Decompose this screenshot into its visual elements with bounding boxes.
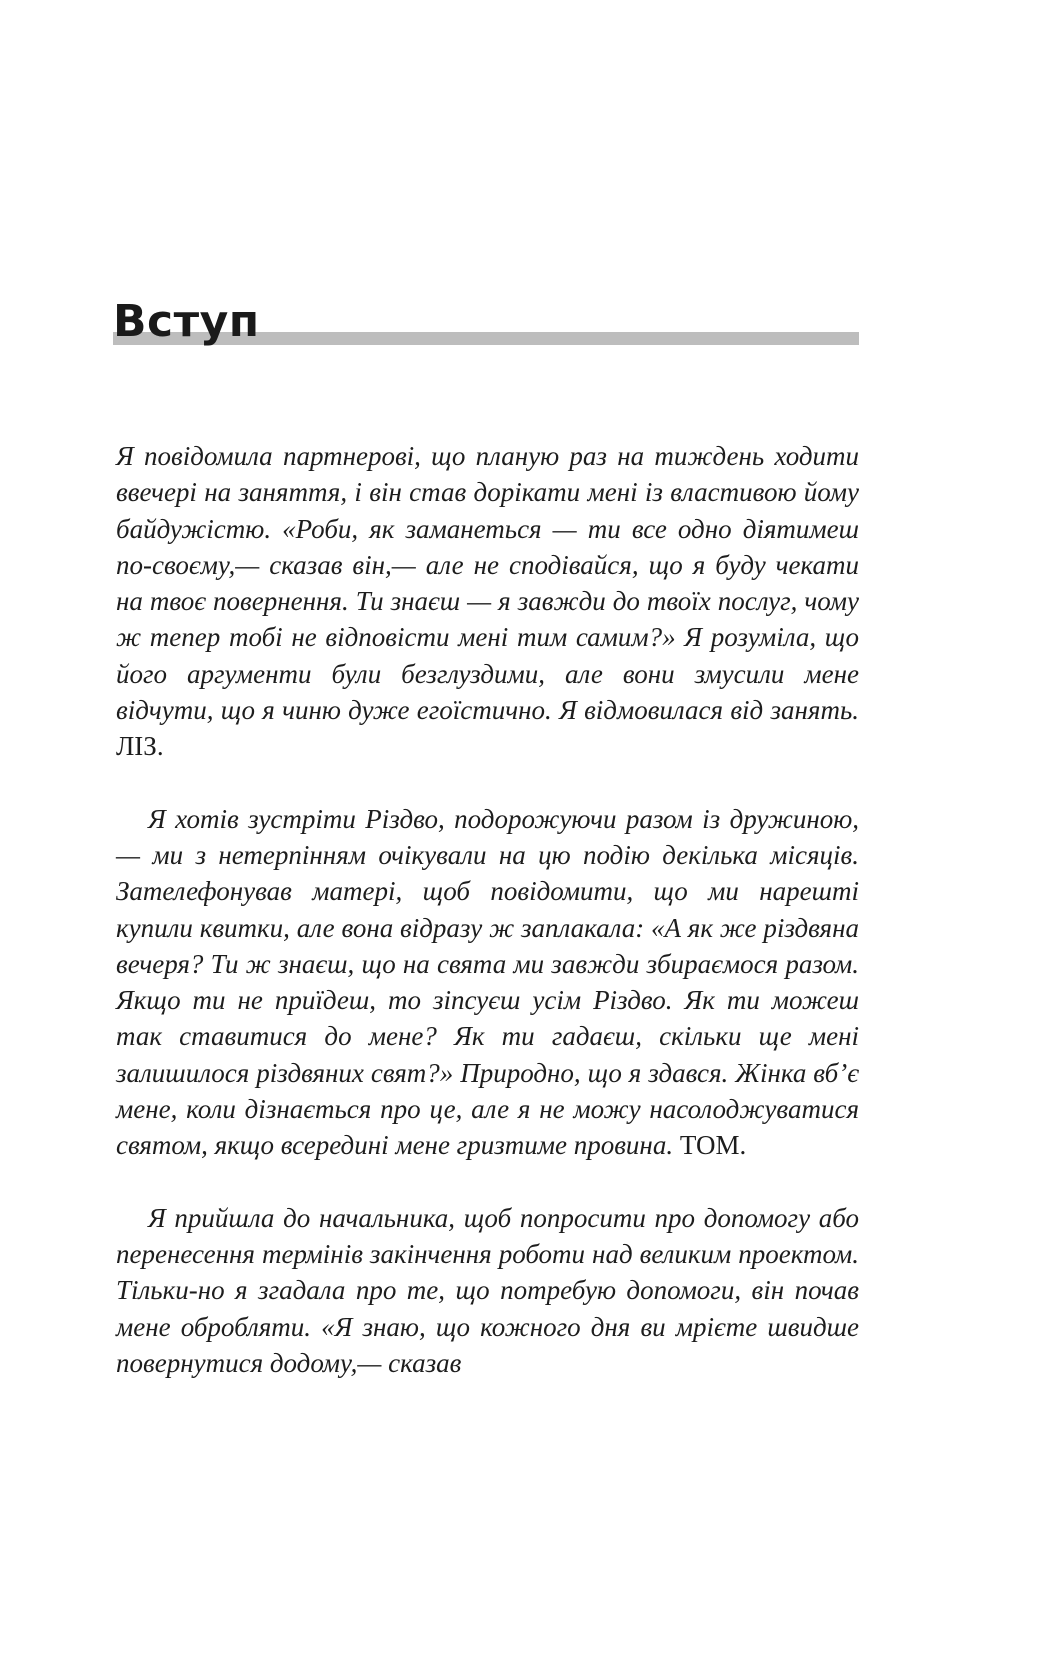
chapter-body [116, 438, 859, 1417]
paragraph-signature: ТОМ. [679, 1130, 747, 1161]
chapter-title: Вступ [113, 296, 260, 347]
paragraph-text: Я повідомила партнерові, що планую раз на тиждень ходити ввечері на заняття, і він став дорікати мені із властивою йому байдужістю. «Роби, як заманеться — ти все одно діятимеш по-своєму,— сказав він,— але не сподівайся, що я буду чекати на твоє повернення. Ти знаєш — я завжди до твоїх послуг, чому ж тепер тобі не відповісти мені тим самим?» Я розуміла, що його аргументи були безглуздими, але вони змусили мене відчути, що я чиню дуже егоїстично. Я відмовилася від занять. [116, 441, 859, 726]
paragraph-liz [116, 438, 859, 765]
paragraph-text: Я хотів зустріти Різдво, подорожуючи разом із дружиною,— ми з нетерпінням очікували на цю подію декілька місяців. Зателефонував матері, щоб повідомити, що ми нарешті купили квитки, але вона відразу ж заплакала: «А як же різдвяна вечеря? Ти ж знаєш, що на свята ми завжди збираємося разом. Якщо ти не приїдеш, то зіпсуєш усім Різдво. Як ти можеш так ставитися до мене? Як ти гадаєш, скільки ще мені залишилося різдвяних свят?» Природно, що я здався. Жінка вб’є мене, коли дізнається про це, але я не можу насолоджуватися святом, якщо всередині мене гризтиме провина. [116, 803, 859, 1161]
paragraph-signature: ЛІЗ. [116, 731, 164, 762]
chapter-heading [113, 294, 859, 350]
paragraph-text: Я прийшла до начальника, щоб попросити про допомогу або перенесення термінів закінчення роботи над великим проектом. Тільки-но я згадала про те, що потребую допомоги, він почав мене обробляти. «Я знаю, що кожного дня ви мрієте швидше повернутися додому,— сказав [116, 1202, 859, 1378]
paragraph-boss [116, 1200, 859, 1381]
paragraph-tom [116, 801, 859, 1164]
